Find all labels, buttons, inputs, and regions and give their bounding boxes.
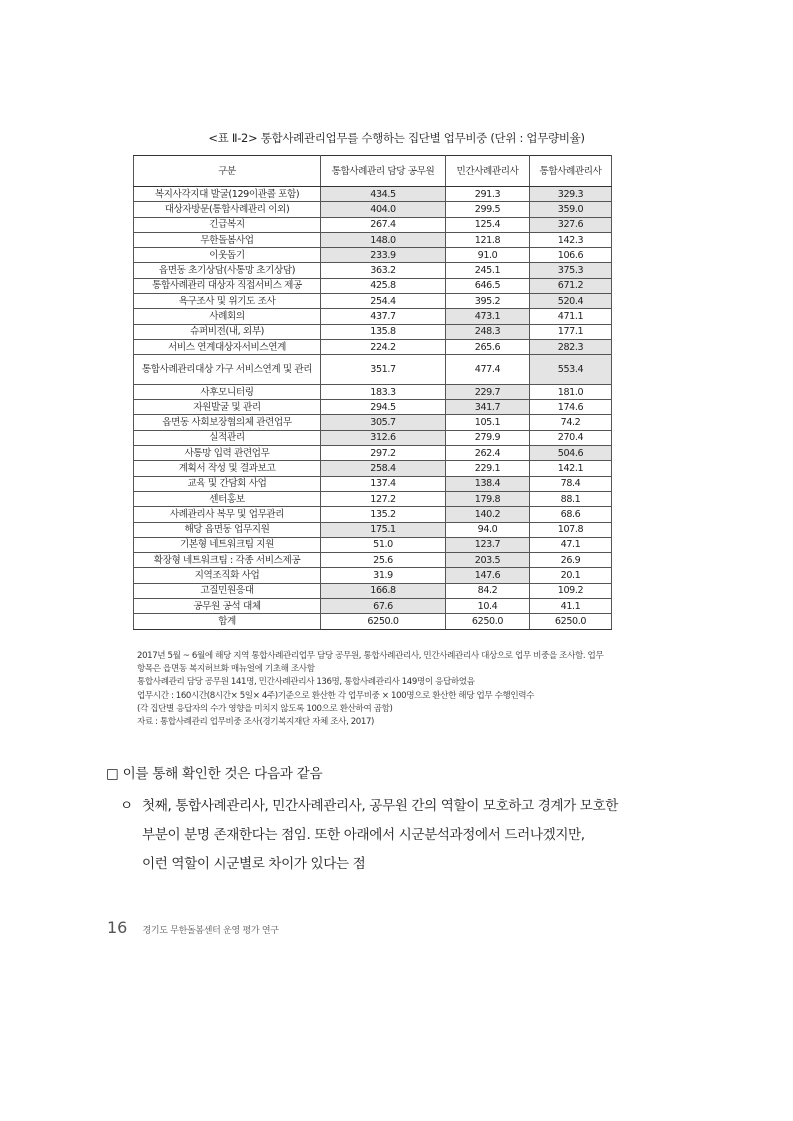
row-value: 291.3 xyxy=(446,187,530,202)
row-value: 404.0 xyxy=(321,202,446,217)
row-value: 437.7 xyxy=(321,309,446,324)
row-label: 교육 및 간담회 사업 xyxy=(134,476,321,491)
row-value: 363.2 xyxy=(321,263,446,278)
row-label: 무한돌봄사업 xyxy=(134,232,321,247)
row-label: 사후모니터링 xyxy=(134,384,321,399)
table-row xyxy=(134,461,612,476)
row-value: 135.8 xyxy=(321,324,446,339)
note-source: 자료 : 통합사례관리 업무비중 조사(경기복지재단 자체 조사, 2017) xyxy=(137,717,374,728)
row-value: 233.9 xyxy=(321,248,446,263)
table-row xyxy=(134,324,612,339)
header-integrated-manager: 통합사례관리사 xyxy=(530,156,612,187)
row-value: 267.4 xyxy=(321,217,446,232)
row-value: 299.5 xyxy=(446,202,530,217)
section-heading-text: 이를 통해 확인한 것은 다음과 같음 xyxy=(122,766,323,782)
row-label: 통합사례관리 대상자 직접서비스 제공 xyxy=(134,278,321,293)
footer-title: 경기도 무한돌봄센터 운영 평가 연구 xyxy=(142,926,279,936)
circle-bullet-icon: ㅇ xyxy=(120,798,133,814)
row-value: 84.2 xyxy=(446,583,530,598)
table-body xyxy=(134,187,612,630)
row-label: 실적관리 xyxy=(134,430,321,445)
row-value: 107.8 xyxy=(530,522,612,537)
row-label: 슈퍼비전(내, 외부) xyxy=(134,324,321,339)
table-row xyxy=(134,202,612,217)
row-value: 47.1 xyxy=(530,537,612,552)
row-value: 51.0 xyxy=(321,537,446,552)
row-label: 읍면동 초기상담(사통망 초기상담) xyxy=(134,263,321,278)
table-total-row xyxy=(134,614,612,629)
row-value: 265.6 xyxy=(446,339,530,354)
page-footer xyxy=(107,918,279,937)
row-value: 553.4 xyxy=(530,355,612,385)
table-row xyxy=(134,384,612,399)
row-value: 67.6 xyxy=(321,599,446,614)
header-category: 구분 xyxy=(134,156,321,187)
row-value: 434.5 xyxy=(321,187,446,202)
row-value: 297.2 xyxy=(321,446,446,461)
table-row xyxy=(134,430,612,445)
table-row xyxy=(134,446,612,461)
row-value: 6250.0 xyxy=(446,614,530,629)
paragraph-line: 이런 역할이 시군별로 차이가 있다는 점 xyxy=(142,856,366,872)
row-value: 140.2 xyxy=(446,507,530,522)
row-value: 312.6 xyxy=(321,430,446,445)
row-label: 서비스 연계대상자서비스연계 xyxy=(134,339,321,354)
row-label: 이웃돕기 xyxy=(134,248,321,263)
row-value: 74.2 xyxy=(530,415,612,430)
row-value: 471.1 xyxy=(530,309,612,324)
body-paragraph xyxy=(120,792,660,879)
row-value: 123.7 xyxy=(446,537,530,552)
table-row xyxy=(134,415,612,430)
row-value: 183.3 xyxy=(321,384,446,399)
table-caption: <표 Ⅱ-2> 통합사례관리업무를 수행하는 집단별 업무비중 (단위 : 업무량비율) xyxy=(208,131,585,145)
row-value: 203.5 xyxy=(446,553,530,568)
row-label: 복지사각지대 발굴(129이관콜 포함) xyxy=(134,187,321,202)
section-heading xyxy=(106,762,322,782)
table-row xyxy=(134,491,612,506)
workload-table xyxy=(133,155,612,630)
note-line: 통합사례관리 담당 공무원 141명, 민간사례관리사 136명, 통합사례관리사 149명이 응답하였음 xyxy=(137,677,475,688)
row-value: 175.1 xyxy=(321,522,446,537)
row-value: 142.1 xyxy=(530,461,612,476)
row-value: 305.7 xyxy=(321,415,446,430)
table-row xyxy=(134,217,612,232)
table-row xyxy=(134,294,612,309)
row-value: 20.1 xyxy=(530,568,612,583)
row-label: 기본형 네트워크팀 지원 xyxy=(134,537,321,552)
row-value: 6250.0 xyxy=(530,614,612,629)
row-value: 105.1 xyxy=(446,415,530,430)
row-value: 174.6 xyxy=(530,400,612,415)
table-row xyxy=(134,568,612,583)
table-row xyxy=(134,232,612,247)
row-label: 공무원 공석 대체 xyxy=(134,599,321,614)
row-value: 177.1 xyxy=(530,324,612,339)
table-row xyxy=(134,187,612,202)
paragraph-line: 부분이 분명 존재한다는 점임. 또한 아래에서 시군분석과정에서 드러나겠지만, xyxy=(142,827,585,843)
row-label: 합계 xyxy=(134,614,321,629)
row-value: 135.2 xyxy=(321,507,446,522)
table-row xyxy=(134,400,612,415)
row-value: 127.2 xyxy=(321,491,446,506)
row-label: 자원발굴 및 관리 xyxy=(134,400,321,415)
page-number: 16 xyxy=(107,918,128,937)
row-value: 78.4 xyxy=(530,476,612,491)
row-value: 31.9 xyxy=(321,568,446,583)
row-value: 166.8 xyxy=(321,583,446,598)
row-value: 106.6 xyxy=(530,248,612,263)
note-line: 2017년 5월 ~ 6월에 해당 지역 통합사례관리업무 담당 공무원, 통합사례관리사, 민간사례관리사 대상으로 업무 비중을 조사함. 업무항목은 읍면동 복지허브화 매뉴얼에 기초해 조사함 xyxy=(137,651,604,675)
row-value: 282.3 xyxy=(530,339,612,354)
row-value: 504.6 xyxy=(530,446,612,461)
row-value: 294.5 xyxy=(321,400,446,415)
table-row xyxy=(134,599,612,614)
row-value: 341.7 xyxy=(446,400,530,415)
table-row xyxy=(134,248,612,263)
table-row xyxy=(134,339,612,354)
row-value: 41.1 xyxy=(530,599,612,614)
row-label: 사통망 입력 관련업무 xyxy=(134,446,321,461)
row-value: 109.2 xyxy=(530,583,612,598)
row-label: 읍면동 사회보장협의체 관련업무 xyxy=(134,415,321,430)
table-row xyxy=(134,583,612,598)
row-value: 91.0 xyxy=(446,248,530,263)
row-label: 확장형 네트워크팀 : 각종 서비스제공 xyxy=(134,553,321,568)
row-value: 279.9 xyxy=(446,430,530,445)
row-value: 477.4 xyxy=(446,355,530,385)
row-value: 248.3 xyxy=(446,324,530,339)
row-label: 욕구조사 및 위기도 조사 xyxy=(134,294,321,309)
row-value: 25.6 xyxy=(321,553,446,568)
table-row xyxy=(134,522,612,537)
row-value: 359.0 xyxy=(530,202,612,217)
row-value: 425.8 xyxy=(321,278,446,293)
table-row xyxy=(134,476,612,491)
row-value: 88.1 xyxy=(530,491,612,506)
row-label: 센터홍보 xyxy=(134,491,321,506)
row-value: 375.3 xyxy=(530,263,612,278)
row-value: 68.6 xyxy=(530,507,612,522)
row-value: 270.4 xyxy=(530,430,612,445)
row-label: 긴급복지 xyxy=(134,217,321,232)
row-value: 181.0 xyxy=(530,384,612,399)
row-label: 사례회의 xyxy=(134,309,321,324)
row-label: 대상자방문(통합사례관리 이외) xyxy=(134,202,321,217)
row-value: 10.4 xyxy=(446,599,530,614)
row-value: 262.4 xyxy=(446,446,530,461)
row-value: 26.9 xyxy=(530,553,612,568)
row-value: 229.1 xyxy=(446,461,530,476)
row-value: 473.1 xyxy=(446,309,530,324)
row-value: 254.4 xyxy=(321,294,446,309)
table-row xyxy=(134,278,612,293)
row-value: 245.1 xyxy=(446,263,530,278)
note-line: (각 집단별 응답자의 수가 영향을 미치지 않도록 100으로 환산하여 곱함) xyxy=(137,703,393,714)
table-notes xyxy=(137,650,611,729)
row-value: 138.4 xyxy=(446,476,530,491)
row-value: 147.6 xyxy=(446,568,530,583)
row-label: 통합사례관리대상 가구 서비스연계 및 관리 xyxy=(134,355,321,385)
row-label: 고질민원응대 xyxy=(134,583,321,598)
row-value: 125.4 xyxy=(446,217,530,232)
row-value: 671.2 xyxy=(530,278,612,293)
row-label: 사례관리사 복무 및 업무관리 xyxy=(134,507,321,522)
row-value: 258.4 xyxy=(321,461,446,476)
row-value: 148.0 xyxy=(321,232,446,247)
paragraph-line: 첫째, 통합사례관리사, 민간사례관리사, 공무원 간의 역할이 모호하고 경계가 모호한 xyxy=(142,798,619,814)
row-value: 137.4 xyxy=(321,476,446,491)
table-row xyxy=(134,537,612,552)
row-value: 224.2 xyxy=(321,339,446,354)
table-row xyxy=(134,507,612,522)
row-value: 351.7 xyxy=(321,355,446,385)
row-value: 520.4 xyxy=(530,294,612,309)
square-bullet-icon: □ xyxy=(106,766,119,782)
row-value: 142.3 xyxy=(530,232,612,247)
row-value: 121.8 xyxy=(446,232,530,247)
table-row xyxy=(134,309,612,324)
row-value: 395.2 xyxy=(446,294,530,309)
row-value: 94.0 xyxy=(446,522,530,537)
row-label: 해당 읍면동 업무지원 xyxy=(134,522,321,537)
row-value: 229.7 xyxy=(446,384,530,399)
row-value: 327.6 xyxy=(530,217,612,232)
table-row xyxy=(134,263,612,278)
row-label: 계획서 작성 및 결과보고 xyxy=(134,461,321,476)
table-row xyxy=(134,553,612,568)
table-row xyxy=(134,355,612,385)
header-private-manager: 민간사례관리사 xyxy=(446,156,530,187)
row-value: 329.3 xyxy=(530,187,612,202)
row-label: 지역조직화 사업 xyxy=(134,568,321,583)
table-header-row xyxy=(134,156,612,187)
row-value: 6250.0 xyxy=(321,614,446,629)
note-line: 업무시간 : 160시간(8시간× 5일× 4주)기준으로 환산한 각 업무비중 × 100명으로 환산한 해당 업무 수행인력수 xyxy=(137,690,535,701)
header-public-officer: 통합사례관리 담당 공무원 xyxy=(321,156,446,187)
row-value: 646.5 xyxy=(446,278,530,293)
row-value: 179.8 xyxy=(446,491,530,506)
